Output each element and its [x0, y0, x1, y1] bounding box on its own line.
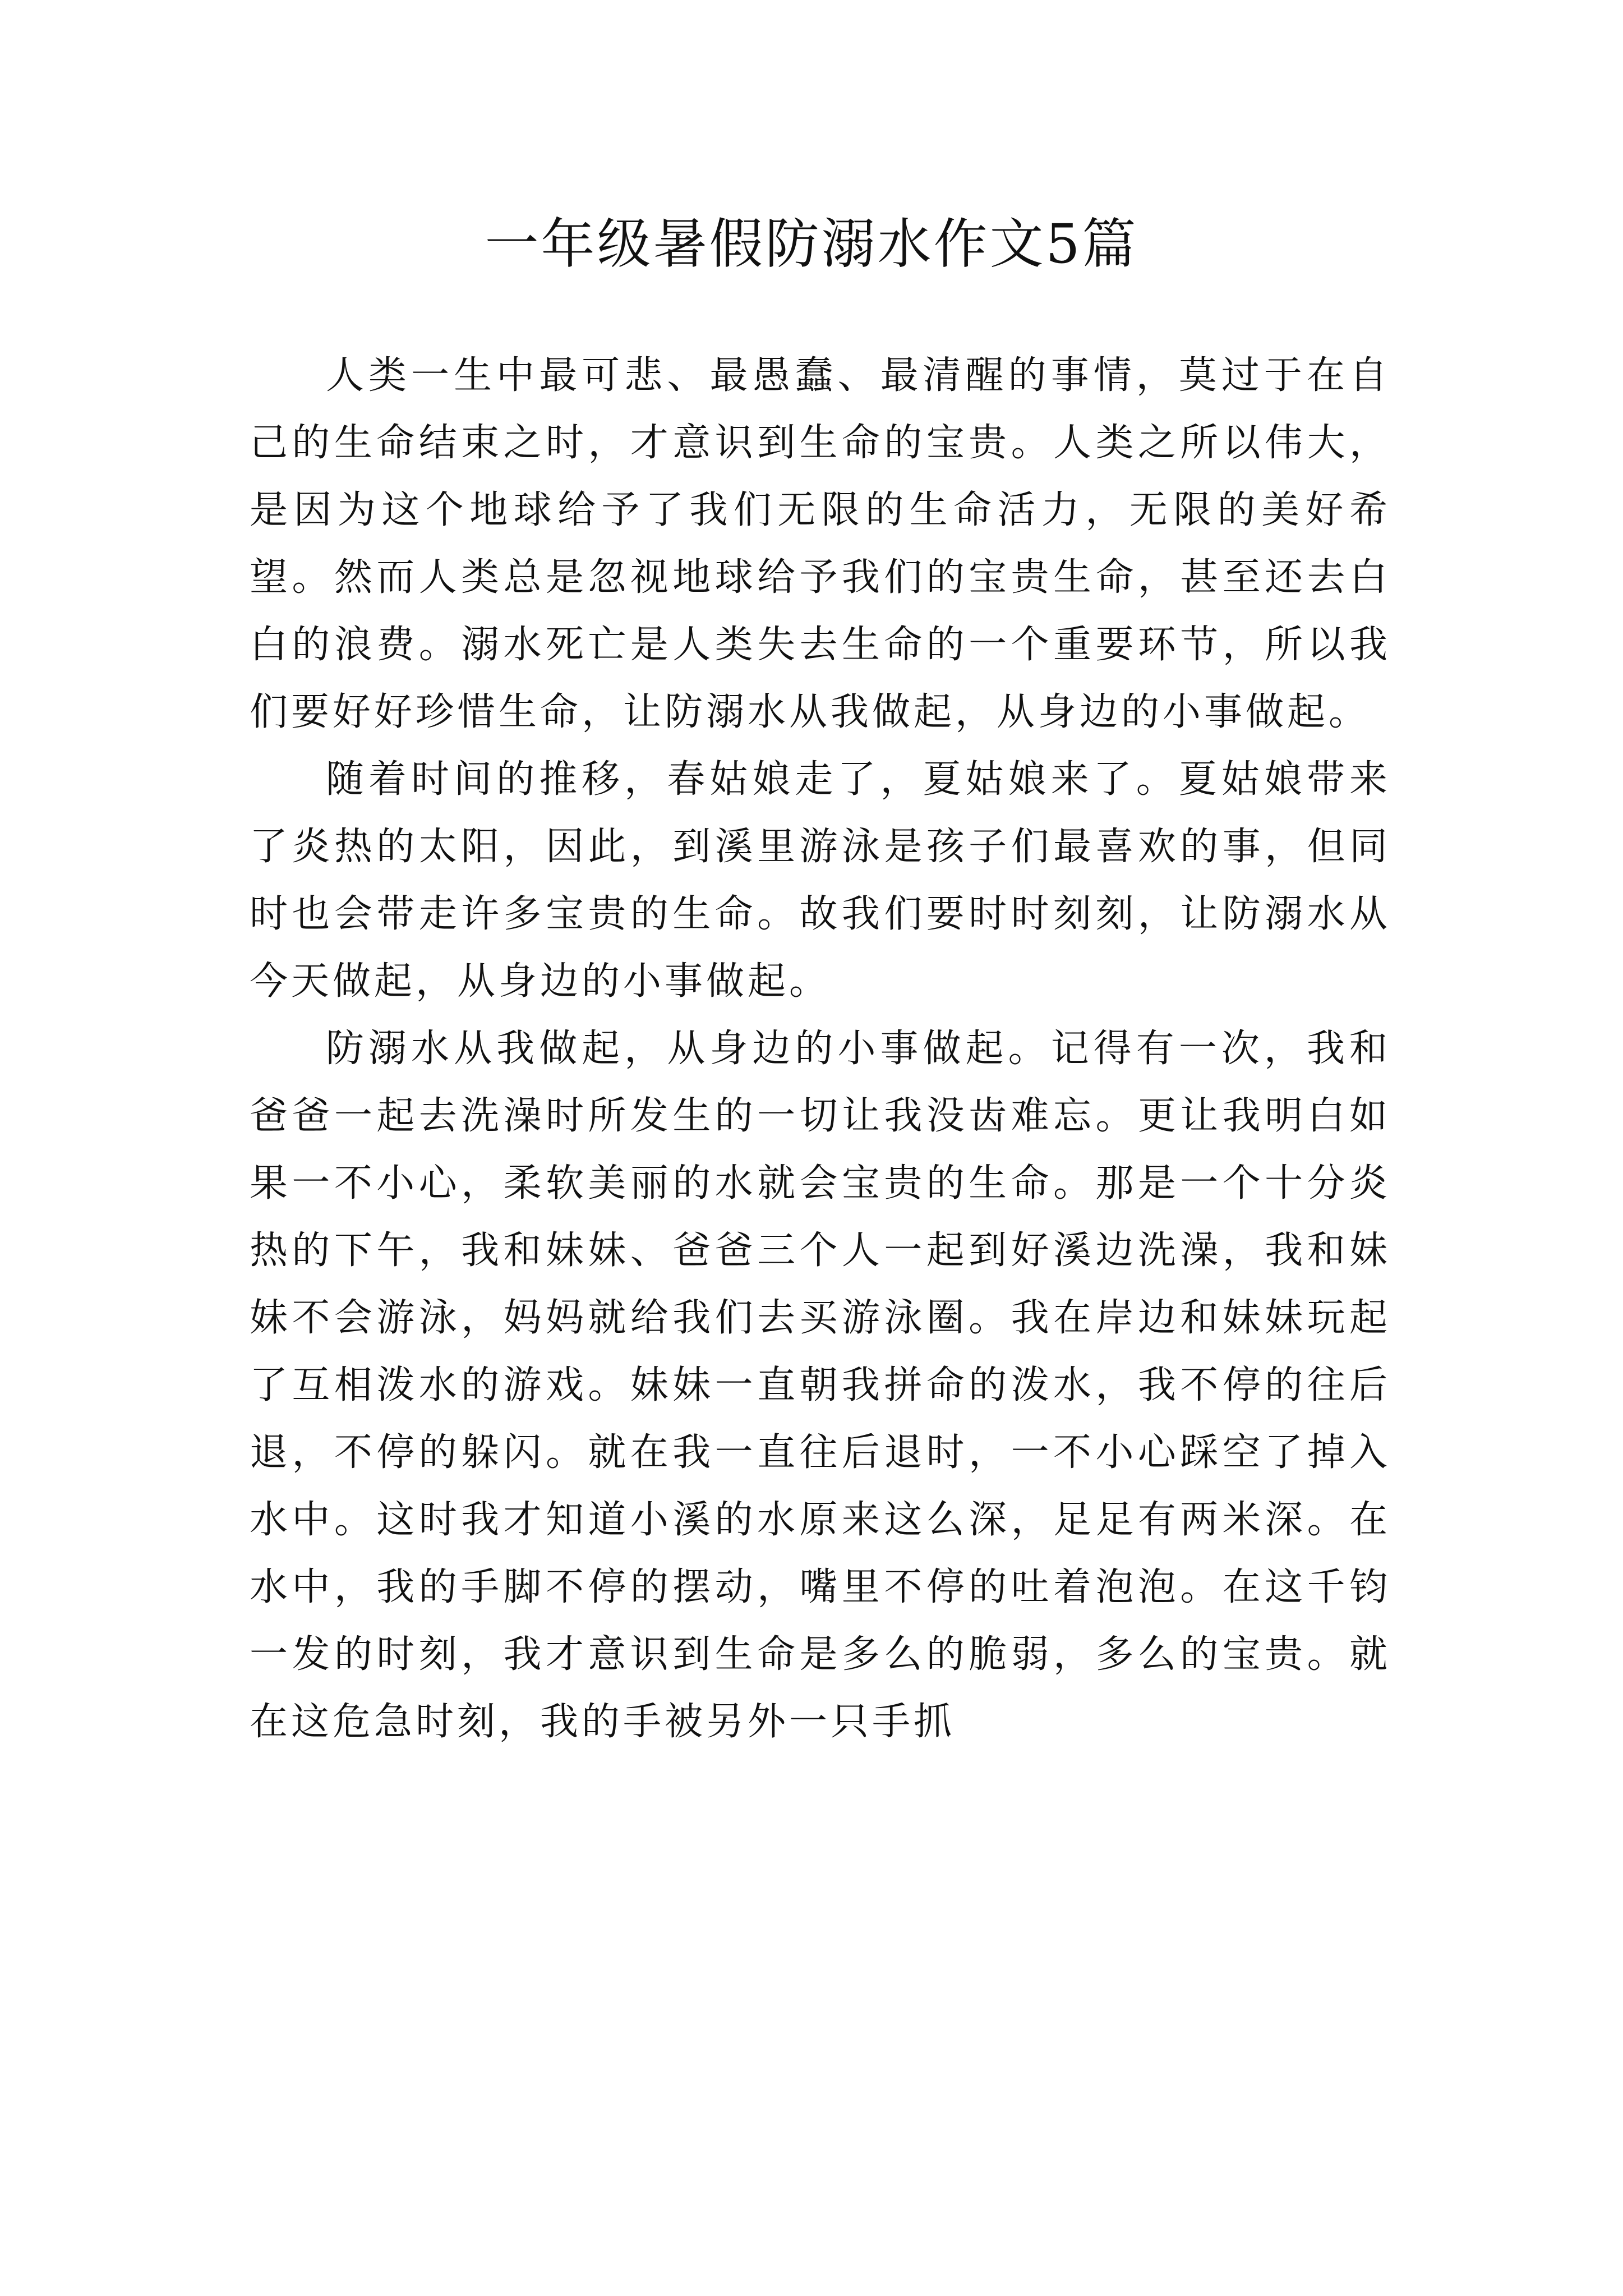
paragraph-3: 防溺水从我做起，从身边的小事做起。记得有一次，我和爸爸一起去洗澡时所发生的一切让我没齿难忘。更让我明白如果一不小心，柔软美丽的水就会宝贵的生命。那是一个十分炎热的下午，我和妹妹、爸爸三个人一起到好溪边洗澡，我和妹妹不会游泳，妈妈就给我们去买游泳圈。我在岸边和妹妹玩起了互相泼水的游戏。妹妹一直朝我拼命的泼水，我不停的往后退，不停的躲闪。就在我一直往后退时，一不小心踩空了掉入水中。这时我才知道小溪的水原来这么深，足足有两米深。在水中，我的手脚不停的摆动，嘴里不停的吐着泡泡。在这千钧一发的时刻，我才意识到生命是多么的脆弱，多么的宝贵。就在这危急时刻，我的手被另外一只手抓	[250, 1027, 1391, 1744]
document-body	[250, 342, 1391, 1756]
paragraph-2: 随着时间的推移，春姑娘走了，夏姑娘来了。夏姑娘带来了炎热的太阳，因此，到溪里游泳是孩子们最喜欢的事，但同时也会带走许多宝贵的生命。故我们要时时刻刻，让防溺水从今天做起，从身边的小事做起。	[250, 757, 1391, 1004]
paragraph-1: 人类一生中最可悲、最愚蠢、最清醒的事情，莫过于在自己的生命结束之时，才意识到生命的宝贵。人类之所以伟大，是因为这个地球给予了我们无限的生命活力，无限的美好希望。然而人类总是忽视地球给予我们的宝贵生命，甚至还去白白的浪费。溺水死亡是人类失去生命的一个重要环节，所以我们要好好珍惜生命，让防溺水从我做起，从身边的小事做起。	[250, 353, 1391, 734]
document-title: 一年级暑假防溺水作文5篇	[485, 213, 1138, 275]
